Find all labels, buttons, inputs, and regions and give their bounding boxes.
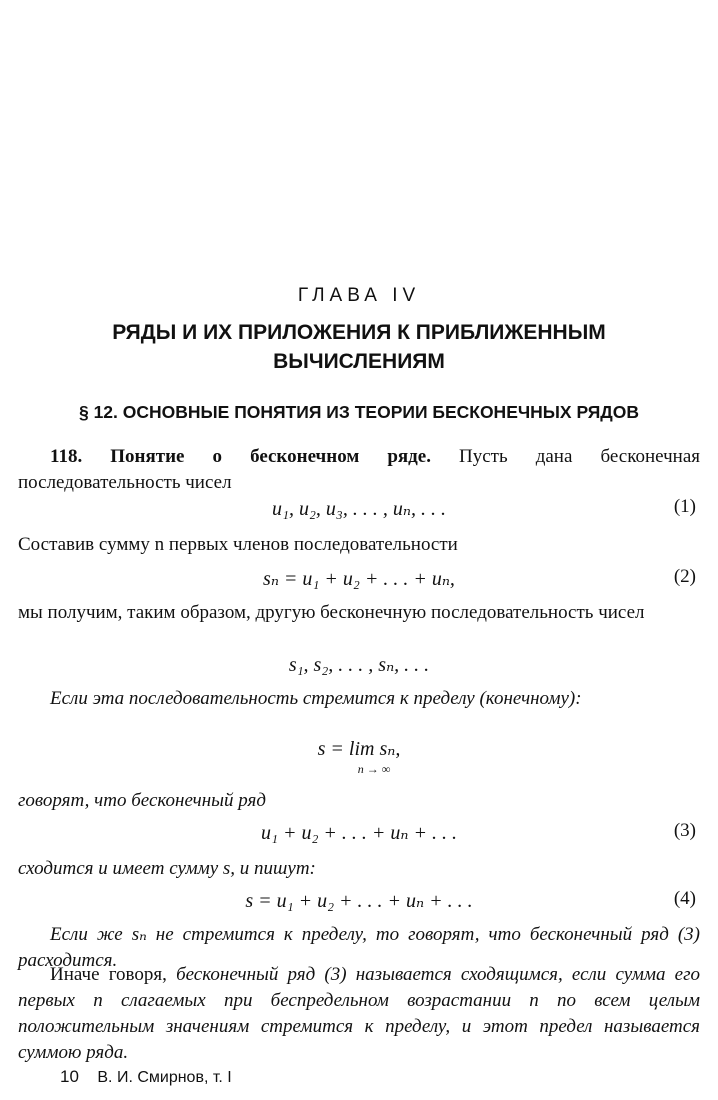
- page-footer: [60, 1067, 232, 1087]
- equation-limit: s = lim sₙ,: [317, 738, 401, 760]
- paragraph-new-sequence: мы получим, таким образом, другую бесконечную последовательность чисел: [18, 602, 645, 623]
- equation-number-2: (2): [673, 566, 696, 587]
- definition-lead: Иначе говоря,: [50, 964, 177, 985]
- paragraph-limit-condition: Если эта последовательность стремится к пределу (конечному):: [50, 688, 582, 709]
- footer-signature: В. И. Смирнов, т. I: [97, 1069, 232, 1086]
- equation-2: sₙ = u₁ + u₂ + . . . + uₙ,: [263, 568, 455, 590]
- paragraph-converges: сходится и имеет сумму s, и пишут:: [18, 858, 316, 879]
- definition-text: бесконечный ряд (3) называется сходящимся, если сумма его первых n слагаемых при беспредельном возрастании n по всем целым положительным значениям стремится к пределу, и этот предел называется суммою ряда.: [18, 964, 700, 1063]
- equation-sequence: s₁, s₂, . . . , sₙ, . . .: [288, 654, 430, 676]
- chapter-title: РЯДЫ И ИХ ПРИЛОЖЕНИЯ К ПРИБЛИЖЕННЫМ ВЫЧИСЛЕНИЯМ: [112, 321, 606, 373]
- equation-3: u₁ + u₂ + . . . + uₙ + . . .: [261, 822, 457, 844]
- equation-1: u₁, u₂, u₃, . . . , uₙ, . . .: [272, 498, 446, 520]
- equation-4: s = u₁ + u₂ + . . . + uₙ + . . .: [245, 890, 473, 912]
- paragraph-definition: [18, 962, 700, 1066]
- page-number: 10: [60, 1067, 79, 1086]
- paragraph-partial-sum: Составив сумму n первых членов последовательности: [18, 534, 458, 555]
- equation-number-1: (1): [673, 496, 696, 517]
- paragraph-text: Пусть дана бесконечная последовательность чисел: [18, 446, 700, 493]
- paragraph-118: [18, 444, 700, 496]
- chapter-label: ГЛАВА IV: [297, 285, 421, 306]
- paragraph-heading: 118. Понятие о бесконечном ряде.: [50, 446, 431, 467]
- equation-limit-subscript: n → ∞: [357, 762, 391, 776]
- paragraph-series-intro: говорят, что бесконечный ряд: [18, 790, 266, 811]
- equation-number-3: (3): [673, 820, 696, 841]
- equation-number-4: (4): [673, 888, 696, 909]
- section-title: § 12. ОСНОВНЫЕ ПОНЯТИЯ ИЗ ТЕОРИИ БЕСКОНЕЧНЫХ РЯДОВ: [78, 402, 640, 422]
- paragraph-diverges: Если же sₙ не стремится к пределу, то говорят, что бесконечный ряд (3) расходится.: [18, 924, 700, 971]
